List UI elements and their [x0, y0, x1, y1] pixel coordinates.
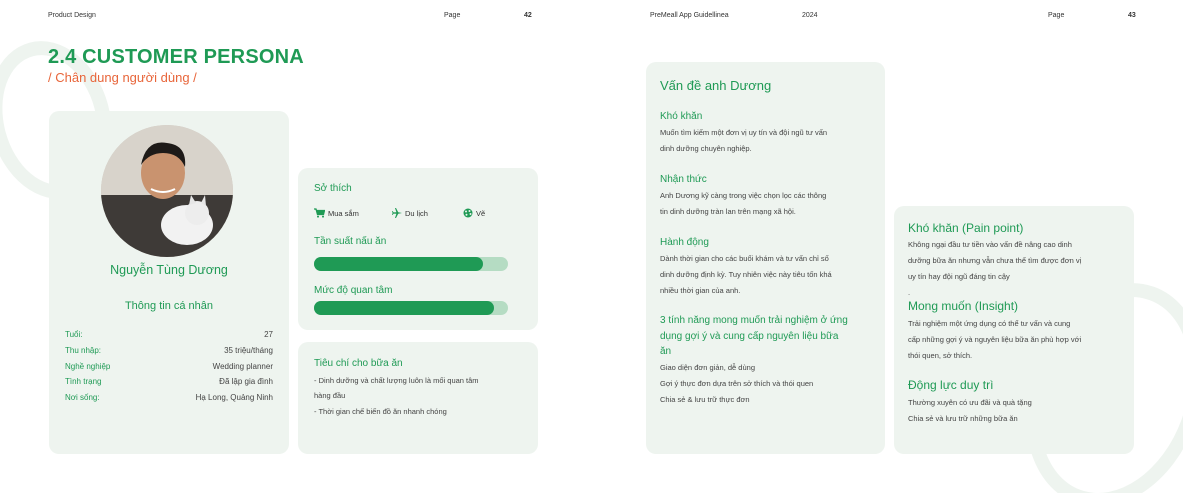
action-title: Hành động — [660, 237, 709, 248]
interest-level-bar — [314, 301, 508, 315]
header-page-label-right: Page — [1048, 12, 1065, 19]
feature-item: Gợi ý thực đơn dựa trên sở thích và thói quen — [660, 379, 814, 388]
meal-criteria-line: - Dinh dưỡng và chất lượng luôn là mối quan tâm — [314, 376, 479, 385]
cooking-frequency-label: Tần suất nấu ăn — [314, 236, 387, 247]
difficulty-title: Khó khăn — [660, 111, 703, 122]
palette-icon — [463, 208, 473, 218]
pain-point-dot: . — [908, 288, 911, 297]
shopping-cart-icon — [314, 208, 325, 218]
info-key: Nơi sống: — [65, 393, 100, 402]
page-subtitle: / Chân dung người dùng / — [48, 70, 197, 85]
header-year: 2024 — [802, 12, 818, 19]
motivation-title: Động lực duy trì — [908, 378, 994, 392]
insight-text: Trải nghiệm một ứng dụng có thể tư vấn và cung — [908, 319, 1071, 328]
meal-criteria-card — [298, 342, 538, 454]
features-title: dụng gợi ý và cung cấp nguyên liệu bữa — [660, 331, 839, 342]
meal-criteria-title: Tiêu chí cho bữa ăn — [314, 358, 403, 369]
info-row-status — [65, 377, 273, 386]
hobby-shopping — [314, 208, 359, 218]
cooking-frequency-fill — [314, 257, 483, 271]
problem-card — [646, 62, 885, 454]
info-key: Nghề nghiệp — [65, 362, 111, 371]
awareness-title: Nhận thức — [660, 174, 707, 185]
pain-point-title: Khó khăn (Pain point) — [908, 221, 1024, 235]
interests-card — [298, 168, 538, 330]
action-text: dinh dưỡng định kỳ. Tuy nhiên việc này tiêu tốn khá — [660, 270, 832, 279]
header-page-number-left: 42 — [524, 12, 532, 19]
info-key: Thu nhập: — [65, 346, 102, 355]
header-left-label: Product Design — [48, 12, 96, 19]
header-center-label: PreMeall App Guidellinea — [650, 12, 729, 19]
feature-item: Chia sẻ & lưu trữ thực đơn — [660, 395, 750, 404]
page-title: 2.4 CUSTOMER PERSONA — [48, 46, 304, 68]
info-key: Tuổi: — [65, 330, 83, 339]
interest-level-label: Mức độ quan tâm — [314, 285, 393, 296]
profile-name: Nguyễn Tùng Dương — [110, 263, 228, 277]
hobby-drawing — [463, 208, 485, 218]
awareness-text: Anh Dương kỹ càng trong việc chọn lọc các thông — [660, 191, 827, 200]
profile-card — [49, 111, 289, 454]
info-value: 35 triệu/tháng — [224, 346, 273, 355]
meal-criteria-line: - Thời gian chế biến đồ ăn nhanh chóng — [314, 407, 447, 416]
header-page-number-right: 43 — [1128, 12, 1136, 19]
difficulty-text: Muốn tìm kiếm một đơn vị uy tín và đội ngũ tư vấn — [660, 128, 828, 137]
cooking-frequency-bar — [314, 257, 508, 271]
hobby-label: Mua sắm — [328, 208, 359, 218]
info-row-residence — [65, 393, 273, 402]
info-value: Wedding planner — [212, 362, 273, 371]
features-title: ăn — [660, 346, 672, 357]
action-text: nhiều thời gian của anh. — [660, 286, 741, 295]
awareness-text: tin dinh dưỡng tràn lan trên mạng xã hội. — [660, 207, 796, 216]
feature-item: Giao diện đơn giản, dễ dùng — [660, 363, 755, 372]
insight-text: thói quen, sở thích. — [908, 351, 973, 360]
hobby-label: Vẽ — [476, 208, 486, 218]
header-page-label-left: Page — [444, 12, 461, 19]
interest-level-fill — [314, 301, 494, 315]
motivation-text: Thường xuyên có ưu đãi và quà tặng — [908, 398, 1032, 407]
pain-point-text: Không ngại đầu tư tiền vào vấn đề nâng cao dinh — [908, 240, 1072, 249]
action-text: Dành thời gian cho các buổi khám và tư vấn chỉ số — [660, 254, 829, 263]
insights-card — [894, 206, 1134, 454]
insight-text: cấp những gợi ý và nguyên liệu bữa ăn phù hợp với — [908, 335, 1082, 344]
info-row-income — [65, 346, 273, 355]
insight-title: Mong muốn (Insight) — [908, 299, 1019, 313]
personal-info-title: Thông tin cá nhân — [124, 300, 214, 312]
info-value: Đã lập gia đình — [219, 377, 273, 386]
airplane-icon — [392, 208, 402, 218]
info-row-occupation — [65, 362, 273, 371]
info-key: Tình trạng — [65, 377, 102, 386]
difficulty-text: dinh dưỡng chuyên nghiệp. — [660, 144, 752, 153]
hobby-travel — [392, 208, 428, 218]
meal-criteria-line: hàng đầu — [314, 391, 346, 400]
interests-title: Sở thích — [314, 183, 352, 194]
pain-point-text: uy tín hay đội ngũ đáng tin cậy — [908, 272, 1010, 281]
hobby-label: Du lịch — [405, 208, 428, 218]
info-value: 27 — [264, 330, 273, 339]
features-title: 3 tính năng mong muốn trải nghiệm ở ứng — [660, 315, 848, 326]
motivation-text: Chia sẻ và lưu trữ những bữa ăn — [908, 414, 1018, 423]
pain-point-text: dưỡng bữa ăn nhưng vẫn chưa thể tìm được đơn vị — [908, 256, 1082, 265]
info-value: Hạ Long, Quảng Ninh — [195, 393, 273, 402]
avatar — [101, 125, 233, 257]
problem-title: Vấn đề anh Dương — [660, 78, 772, 93]
info-row-age — [65, 330, 273, 339]
